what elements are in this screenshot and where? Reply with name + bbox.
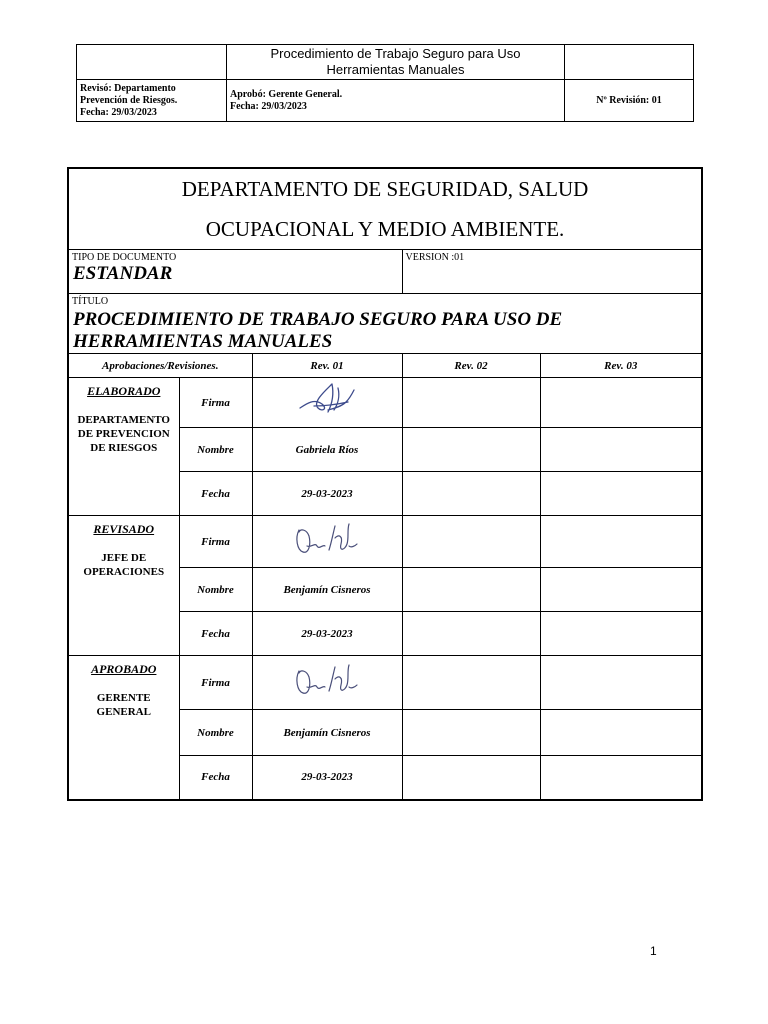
department-title <box>68 168 702 250</box>
nombre-aprobado: Benjamín Cisneros <box>252 710 402 756</box>
page-number: 1 <box>650 944 657 958</box>
role-revisado <box>68 516 179 656</box>
aprobo-line2: Fecha: 29/03/2023 <box>230 100 307 112</box>
signature-image <box>289 657 365 703</box>
title-label: TÍTULO <box>72 296 109 307</box>
fecha-elaborado: 29-03-2023 <box>252 472 402 516</box>
reviso-line3: Fecha: 29/03/2023 <box>80 106 157 118</box>
cell-empty <box>540 472 702 516</box>
cell-empty <box>402 756 540 800</box>
header-revision: Nº Revisión: 01 <box>565 80 694 122</box>
fecha-aprobado: 29-03-2023 <box>252 756 402 800</box>
title-line2: HERRAMIENTAS MANUALES <box>73 331 333 352</box>
role-dept-line: GENERAL <box>96 706 151 718</box>
role-elaborado <box>68 378 179 516</box>
field-firma: Firma <box>179 516 252 568</box>
role-aprobado <box>68 656 179 800</box>
cell-empty <box>540 378 702 428</box>
cell-empty <box>540 612 702 656</box>
cell-empty <box>402 656 540 710</box>
signature-elaborado <box>252 378 402 428</box>
signature-image <box>289 516 365 562</box>
col-rev03: Rev. 03 <box>540 354 702 378</box>
dept-line1: DEPARTAMENTO DE SEGURIDAD, SALUD <box>181 177 589 201</box>
header-title-line2: Herramientas Manuales <box>326 62 465 77</box>
cell-empty <box>402 428 540 472</box>
field-firma: Firma <box>179 656 252 710</box>
signature-image <box>292 378 362 422</box>
cell-empty <box>540 516 702 568</box>
nombre-elaborado: Gabriela Ríos <box>252 428 402 472</box>
doc-type-label: TIPO DE DOCUMENTO <box>72 252 177 263</box>
role-dept-line: GERENTE <box>96 692 151 704</box>
document-header <box>76 44 694 122</box>
nombre-revisado: Benjamín Cisneros <box>252 568 402 612</box>
field-nombre: Nombre <box>179 568 252 612</box>
doc-type-value: ESTANDAR <box>73 263 173 284</box>
signature-aprobado <box>252 656 402 710</box>
doc-type-cell <box>68 250 402 294</box>
col-rev02: Rev. 02 <box>402 354 540 378</box>
aprobo-line1: Aprobó: Gerente General. <box>230 88 343 100</box>
cell-empty <box>540 568 702 612</box>
dept-line2: OCUPACIONAL Y MEDIO AMBIENTE. <box>205 217 565 241</box>
field-firma: Firma <box>179 378 252 428</box>
header-reviso <box>77 80 227 122</box>
field-nombre: Nombre <box>179 428 252 472</box>
cell-empty <box>402 612 540 656</box>
role-name: APROBADO <box>91 662 157 676</box>
role-dept-line: JEFE DE <box>101 552 147 564</box>
title-line1: PROCEDIMIENTO DE TRABAJO SEGURO PARA USO DE <box>73 309 563 330</box>
role-dept-line: DE RIESGOS <box>90 442 158 454</box>
version-label: VERSION :01 <box>405 252 465 263</box>
header-blank-left <box>77 45 227 80</box>
cell-empty <box>402 472 540 516</box>
role-dept-line: OPERACIONES <box>83 566 165 578</box>
cell-empty <box>540 710 702 756</box>
header-title <box>227 45 565 80</box>
header-blank-right <box>565 45 694 80</box>
cell-empty <box>540 428 702 472</box>
cell-empty <box>402 710 540 756</box>
cell-empty <box>402 378 540 428</box>
field-nombre: Nombre <box>179 710 252 756</box>
signature-revisado <box>252 516 402 568</box>
cell-empty <box>540 656 702 710</box>
reviso-line1: Revisó: Departamento <box>80 82 176 94</box>
role-name: REVISADO <box>93 522 155 536</box>
role-name: ELABORADO <box>87 384 161 398</box>
field-fecha: Fecha <box>179 612 252 656</box>
col-rev01: Rev. 01 <box>252 354 402 378</box>
role-dept-line: DEPARTAMENTO <box>77 414 170 426</box>
field-fecha: Fecha <box>179 472 252 516</box>
header-aprobo <box>227 80 565 122</box>
field-fecha: Fecha <box>179 756 252 800</box>
role-dept-line: DE PREVENCION <box>77 428 170 440</box>
approval-table <box>67 167 703 801</box>
title-cell <box>68 294 702 354</box>
cell-empty <box>402 568 540 612</box>
col-approvals: Aprobaciones/Revisiones. <box>68 354 252 378</box>
header-title-line1: Procedimiento de Trabajo Seguro para Uso <box>270 46 521 61</box>
fecha-revisado: 29-03-2023 <box>252 612 402 656</box>
reviso-line2: Prevención de Riesgos. <box>80 94 178 106</box>
version-cell <box>402 250 702 294</box>
cell-empty <box>540 756 702 800</box>
cell-empty <box>402 516 540 568</box>
